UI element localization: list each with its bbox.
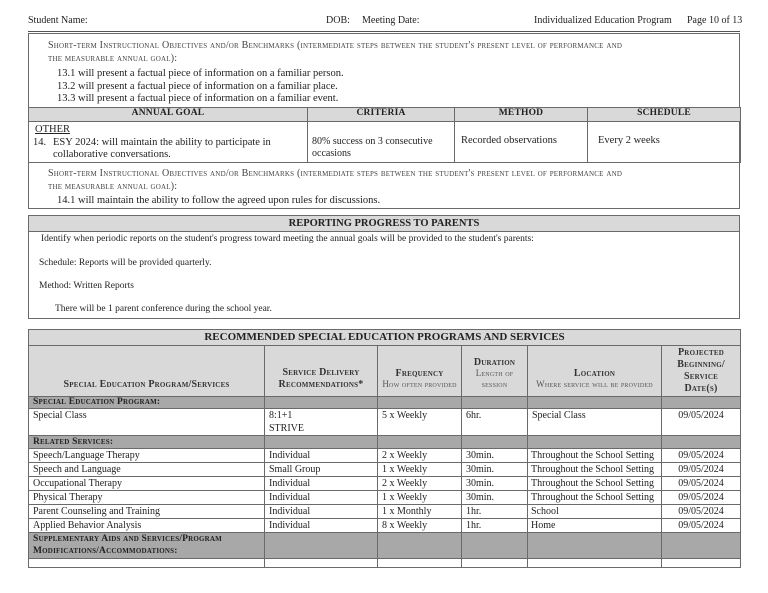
service-location: Special Class [528, 409, 662, 436]
services-table [28, 329, 741, 568]
service-delivery: 8:1+1 STRIVE [265, 409, 378, 436]
service-frequency: 1 x Monthly [378, 505, 462, 519]
table-row-empty [29, 559, 741, 568]
objective-13-1: 13.1 will present a factual piece of information on a familiar person. [57, 68, 344, 79]
service-frequency: 1 x Weekly [378, 491, 462, 505]
table-row [29, 491, 741, 505]
service-delivery-header: Service Delivery Recommendations* [265, 346, 378, 397]
goal13-objectives-block [48, 39, 736, 106]
objective-14-1: 14.1 will maintain the ability to follow the agreed upon rules for discussions. [57, 195, 381, 206]
service-location: Throughout the School Setting [528, 449, 662, 463]
service-delivery: Individual [265, 519, 378, 533]
service-location: Home [528, 519, 662, 533]
services-table-title: RECOMMENDED SPECIAL EDUCATION PROGRAMS AND SERVICES [29, 330, 741, 346]
annual-goal-table [28, 107, 741, 163]
goal-14-row [29, 122, 741, 163]
goal-method: Recorded observations [455, 122, 588, 163]
service-location: Throughout the School Setting [528, 491, 662, 505]
service-duration: 1hr. [462, 505, 528, 519]
table-row [29, 409, 741, 436]
table-row [29, 519, 741, 533]
service-delivery: Individual [265, 449, 378, 463]
service-duration: 30min. [462, 449, 528, 463]
page-indicator: Page 10 of 13 [687, 15, 743, 26]
section-row-supplementary [29, 533, 741, 559]
location-header: Location Where service will be provided [528, 346, 662, 397]
service-delivery: Individual [265, 477, 378, 491]
method-header: METHOD [455, 108, 588, 122]
reporting-method: Method: Written Reports [39, 281, 134, 291]
criteria-header: CRITERIA [308, 108, 455, 122]
service-name: Applied Behavior Analysis [29, 519, 265, 533]
document-title: Individualized Education Program [534, 15, 672, 26]
service-name: Occupational Therapy [29, 477, 265, 491]
page-header [28, 15, 743, 31]
service-date: 09/05/2024 [662, 519, 741, 533]
objective-13-2: 13.2 will present a factual piece of information on a familiar place. [57, 80, 338, 92]
goal-criteria: 80% success on 3 consecutive occasions [308, 122, 455, 163]
objectives-heading: Short-term Instructional Objectives and/or Benchmarks (intermediate steps between the student's present level of performance and the measurable annual goal): [48, 40, 623, 64]
service-duration: 30min. [462, 477, 528, 491]
service-name: Speech/Language Therapy [29, 449, 265, 463]
service-delivery: Small Group [265, 463, 378, 477]
service-date: 09/05/2024 [662, 463, 741, 477]
service-frequency: 8 x Weekly [378, 519, 462, 533]
service-date: 09/05/2024 [662, 449, 741, 463]
section-label: Supplementary Aids and Services/Program Modifications/Accommodations: [29, 533, 265, 559]
service-location: Throughout the School Setting [528, 463, 662, 477]
frequency-header: Frequency How often provided [378, 346, 462, 397]
table-row [29, 505, 741, 519]
service-delivery: Individual [265, 491, 378, 505]
section-row-related-services [29, 436, 741, 449]
goal-text: ESY 2024: will maintain the ability to participate in collaborative conversations. [53, 136, 271, 160]
service-name: Special Class [29, 409, 265, 436]
meeting-date-label: Meeting Date: [362, 15, 420, 26]
reporting-progress-title: REPORTING PROGRESS TO PARENTS [29, 216, 739, 232]
service-name: Physical Therapy [29, 491, 265, 505]
reporting-schedule: Schedule: Reports will be provided quarterly. [39, 258, 212, 268]
annual-goal-header: ANNUAL GOAL [29, 108, 308, 122]
reporting-progress-section [28, 215, 740, 319]
goal-number: 14. [33, 136, 47, 148]
service-date: 09/05/2024 [662, 409, 741, 436]
reporting-intro: Identify when periodic reports on the student's progress toward meeting the annual goals will be provided to the student's parents: [41, 234, 534, 244]
service-frequency: 2 x Weekly [378, 449, 462, 463]
service-frequency: 1 x Weekly [378, 463, 462, 477]
service-name: Parent Counseling and Training [29, 505, 265, 519]
service-frequency: 2 x Weekly [378, 477, 462, 491]
service-delivery: Individual [265, 505, 378, 519]
service-name: Speech and Language [29, 463, 265, 477]
service-date: 09/05/2024 [662, 505, 741, 519]
objective-13-3: 13.3 will present a factual piece of information on a familiar event. [57, 93, 339, 104]
service-duration: 30min. [462, 463, 528, 477]
service-location: Throughout the School Setting [528, 477, 662, 491]
table-row [29, 477, 741, 491]
table-row [29, 463, 741, 477]
duration-header: Duration Length of session [462, 346, 528, 397]
projected-date-header: Projected Beginning/ Service Date(s) [662, 346, 741, 397]
header-rule [28, 31, 740, 32]
dob-label: DOB: [326, 15, 350, 26]
goal-schedule: Every 2 weeks [588, 122, 741, 163]
service-duration: 30min. [462, 491, 528, 505]
goal-category: OTHER [35, 124, 70, 135]
service-location: School [528, 505, 662, 519]
program-services-header: Special Education Program/Services [29, 346, 265, 397]
service-date: 09/05/2024 [662, 477, 741, 491]
service-duration: 1hr. [462, 519, 528, 533]
service-frequency: 5 x Weekly [378, 409, 462, 436]
reporting-conference: There will be 1 parent conference during the school year. [55, 304, 272, 314]
schedule-header: SCHEDULE [588, 108, 741, 122]
section-row-special-program [29, 397, 741, 409]
section-label: Special Education Program: [29, 397, 265, 409]
service-date: 09/05/2024 [662, 491, 741, 505]
service-duration: 6hr. [462, 409, 528, 436]
section-label: Related Services: [29, 436, 265, 449]
table-row [29, 449, 741, 463]
goals-section [28, 33, 740, 209]
student-name-label: Student Name: [28, 15, 88, 26]
goal14-objectives-block [48, 167, 736, 208]
objectives-heading: Short-term Instructional Objectives and/or Benchmarks (intermediate steps between the student's present level of performance and the measurable annual goal): [48, 168, 623, 192]
